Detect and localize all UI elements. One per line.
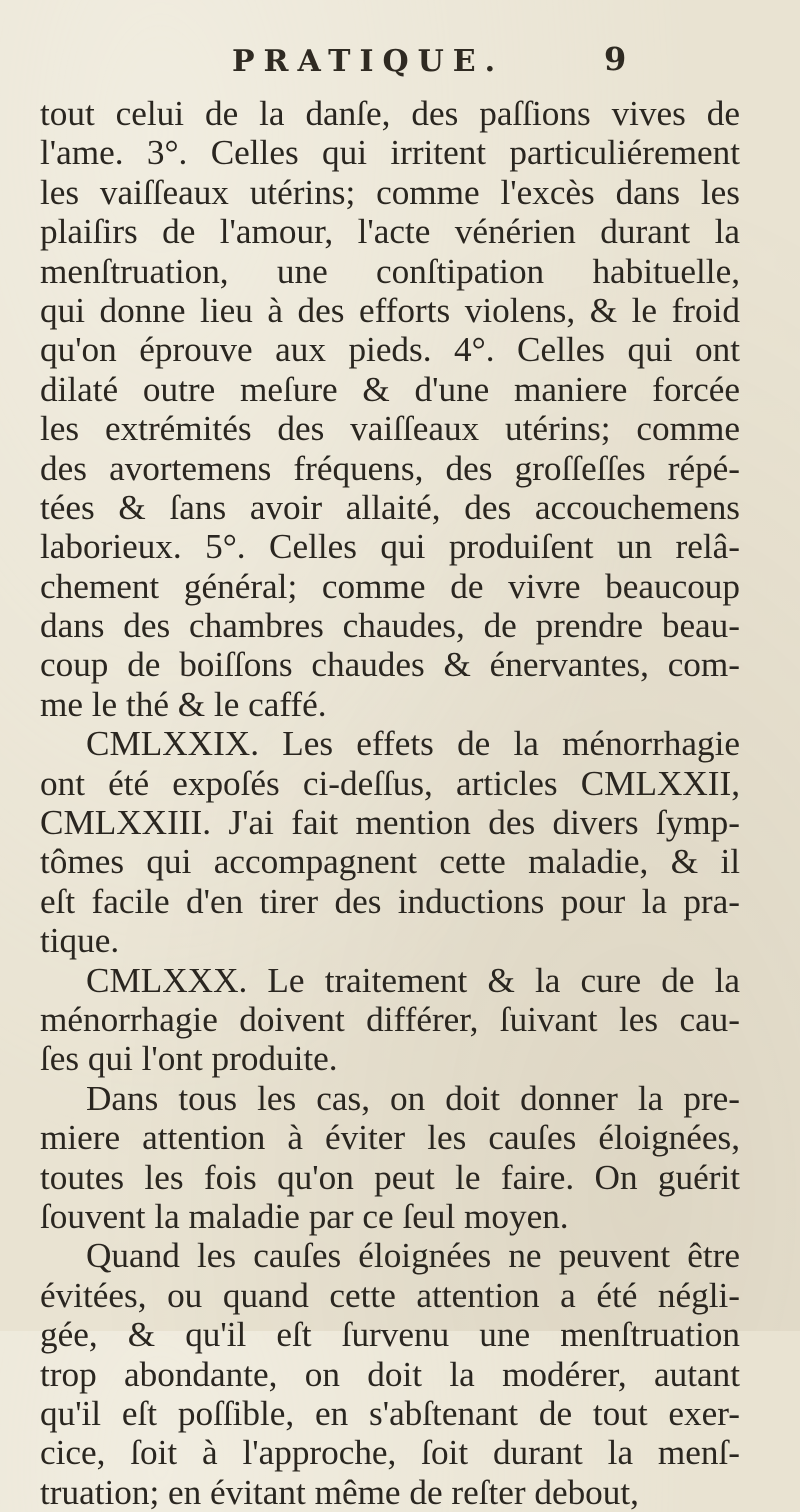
text-line: les extrémités des vaiſſeaux utérins; comme xyxy=(40,409,740,449)
text-line: tées & ſans avoir allaité, des accouchemens xyxy=(40,487,740,527)
text-line: menſtruation, une conſtipation habituelle, xyxy=(40,251,740,291)
paragraph-start-line: Dans tous les cas, on doit donner la pre- xyxy=(86,1078,740,1118)
text-line: tique. xyxy=(40,921,120,961)
text-line: trop abondante, on doit la modérer, autant xyxy=(40,1354,740,1394)
text-line: ſouvent la maladie par ce ſeul moyen. xyxy=(40,1196,569,1236)
text-line: coup de boiſſons chaudes & énervantes, com- xyxy=(40,645,740,685)
text-line: tômes qui accompagnent cette maladie, & il xyxy=(40,842,740,882)
text-line: dans des chambres chaudes, de prendre beau- xyxy=(40,606,740,646)
paragraph-start-line: Quand les cauſes éloignées ne peuvent être xyxy=(86,1236,740,1276)
article-start-line: CMLXXIX. Les effets de la ménorrhagie xyxy=(86,724,740,764)
text-line: eſt facile d'en tirer des inductions pour la pra- xyxy=(40,881,740,921)
text-line: chement général; comme de vivre beaucoup xyxy=(40,566,740,606)
page-number: 9 xyxy=(604,40,627,78)
text-line: gée, & qu'il eſt ſurvenu une menſtruation xyxy=(40,1315,740,1355)
text-line: qui donne lieu à des efforts violens, & le froid xyxy=(40,290,740,330)
text-line: truation; en évitant même de reſter debout, xyxy=(40,1472,639,1512)
text-line: laborieux. 5°. Celles qui produiſent un relâ- xyxy=(40,527,740,567)
text-line: des avortemens fréquens, des groſſeſſes répé- xyxy=(40,448,740,488)
text-line: tout celui de la danſe, des paſſions vives de xyxy=(40,94,740,133)
text-line: les vaiſſeaux utérins; comme l'excès dans les xyxy=(40,172,740,212)
body-text xyxy=(40,94,740,1512)
text-line: évitées, ou quand cette attention a été négli- xyxy=(40,1275,740,1315)
text-line: qu'on éprouve aux pieds. 4°. Celles qui ont xyxy=(40,330,740,370)
text-line: qu'il eſt poſſible, en s'abſtenant de tout exer- xyxy=(40,1393,740,1433)
text-line: cice, ſoit à l'approche, ſoit durant la menſ- xyxy=(40,1433,740,1473)
text-line: dilaté outre meſure & d'une maniere forcée xyxy=(40,369,740,409)
text-line: ont été expoſés ci-deſſus, articles CMLXXII, xyxy=(40,763,740,803)
text-line: miere attention à éviter les cauſes éloignées, xyxy=(40,1118,740,1158)
text-line: plaiſirs de l'amour, l'acte vénérien durant la xyxy=(40,212,740,252)
text-line: me le thé & le caffé. xyxy=(40,684,327,724)
running-head: PRATIQUE. xyxy=(232,44,505,79)
text-line: ménorrhagie doivent différer, ſuivant les cau- xyxy=(40,999,740,1039)
text-line: l'ame. 3°. Celles qui irritent particuliérement xyxy=(40,133,740,173)
text-line: CMLXXIII. J'ai fait mention des divers ſymp- xyxy=(40,803,740,843)
article-start-line: CMLXXX. Le traitement & la cure de la xyxy=(86,960,740,1000)
text-line: ſes qui l'ont produite. xyxy=(40,1039,338,1079)
text-line: toutes les fois qu'on peut le faire. On guérit xyxy=(40,1157,740,1197)
